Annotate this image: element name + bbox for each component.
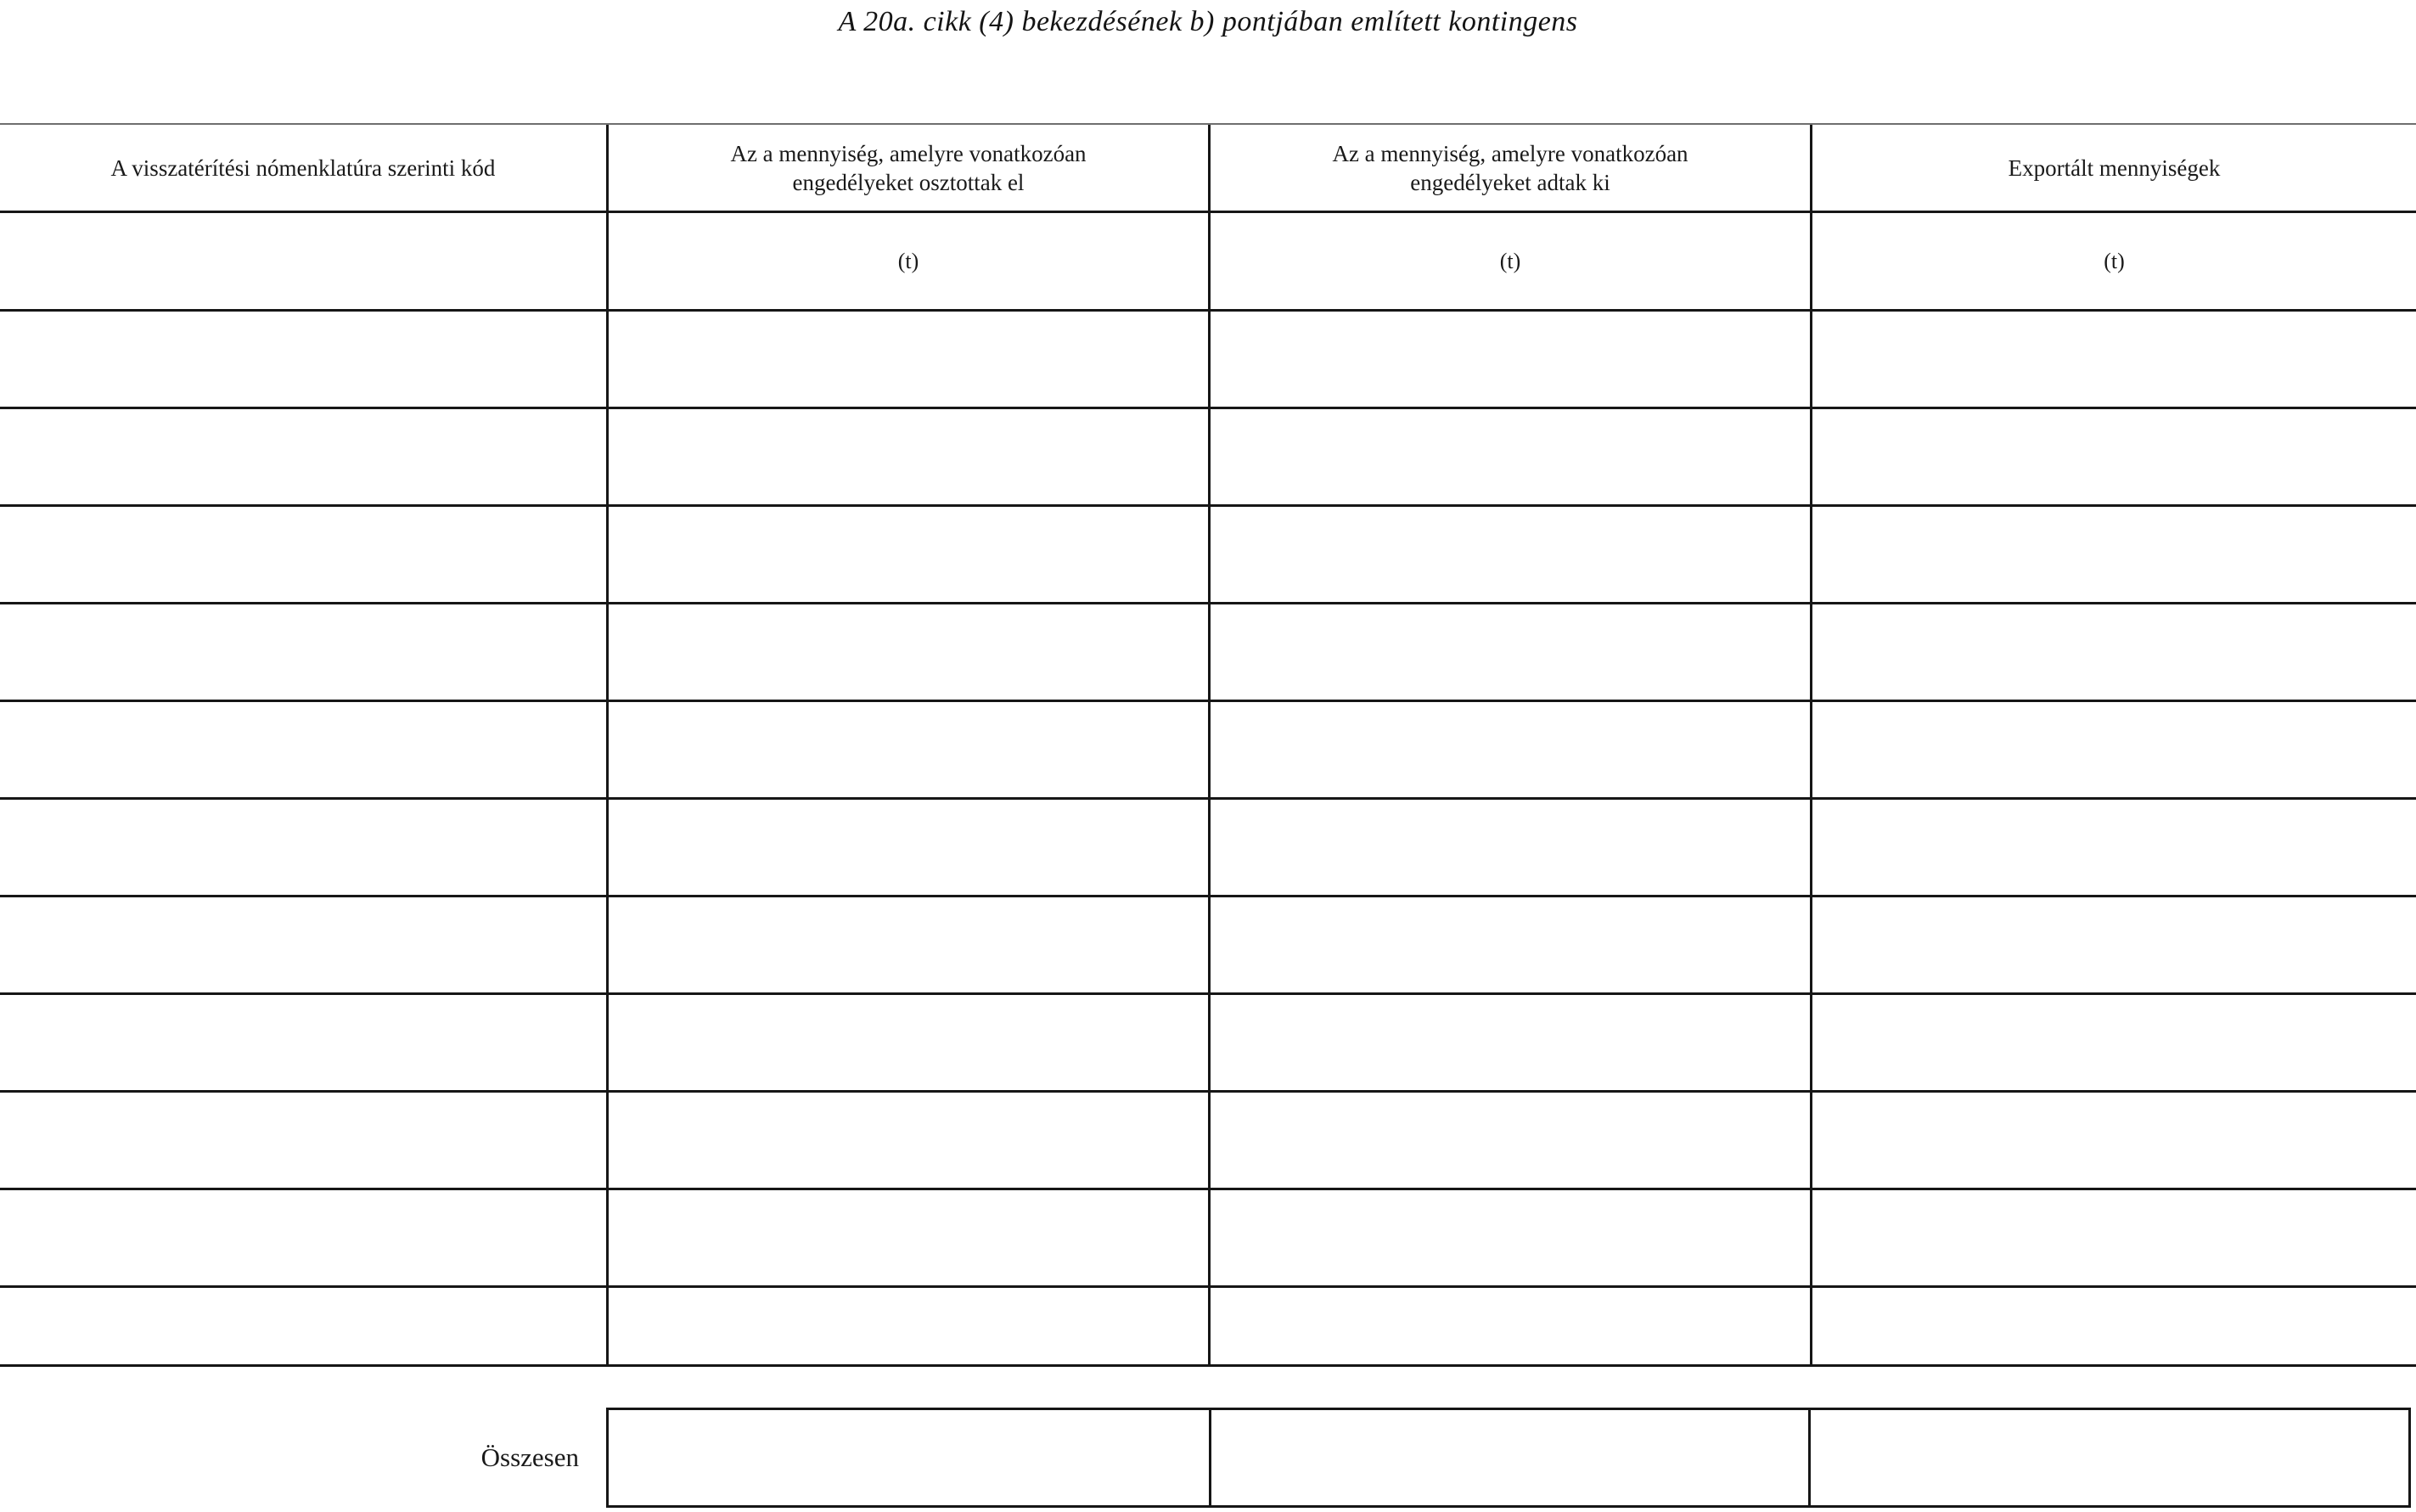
table-cell-code [0,800,606,895]
table-row [0,604,2416,702]
table-cell-allocated [606,1093,1208,1188]
document-title: A 20a. cikk (4) bekezdésének b) pontjában említett kontingens [838,6,1578,37]
table-cell-issued [1208,1288,1810,1364]
table-cell-allocated [606,409,1208,504]
table-cell-exported [1810,1190,2416,1285]
table-cell-issued [1208,897,1810,992]
table-cell-code [0,604,606,700]
unit-label: (t) [2104,248,2125,273]
table-cell-issued [1208,312,1810,407]
table-header-row [0,125,2416,213]
total-cell-issued [1209,1410,1809,1505]
table-cell-code [0,507,606,602]
table-cell-allocated [606,507,1208,602]
column-header-line: A visszatérítési nómenklatúra szerinti kód [110,155,496,181]
unit-cell-code [0,213,606,309]
table-cell-exported [1810,800,2416,895]
table-cell-allocated [606,1288,1208,1364]
column-header-line: engedélyeket adtak ki [1410,169,1610,195]
table-cell-issued [1208,995,1810,1090]
table-cell-allocated [606,995,1208,1090]
table-cell-exported [1810,507,2416,602]
table-cell-allocated [606,604,1208,700]
table-cell-code [0,312,606,407]
column-header-exported [1810,125,2416,211]
total-label: Összesen [480,1442,579,1472]
table-cell-code [0,1190,606,1285]
column-header-allocated [606,125,1208,211]
table-row [0,312,2416,409]
total-box [606,1408,2411,1508]
column-header-issued [1208,125,1810,211]
table-cell-code [0,1093,606,1188]
table-cell-issued [1208,1190,1810,1285]
column-header-line: Exportált mennyiségek [2008,155,2221,181]
table-body [0,312,2416,1367]
table-cell-issued [1208,507,1810,602]
table-cell-exported [1810,1093,2416,1188]
unit-cell-issued [1208,213,1810,309]
table-row [0,800,2416,897]
table-cell-code [0,1288,606,1364]
table-cell-issued [1208,409,1810,504]
unit-cell-exported [1810,213,2416,309]
table-cell-issued [1208,702,1810,797]
table-cell-issued [1208,800,1810,895]
table-cell-exported [1810,702,2416,797]
table-row [0,897,2416,995]
table-row [0,1093,2416,1190]
table-cell-exported [1810,1288,2416,1364]
column-header-line: Az a mennyiség, amelyre vonatkozóan [730,140,1087,166]
table-cell-issued [1208,1093,1810,1188]
table-row [0,995,2416,1093]
table-cell-allocated [606,312,1208,407]
column-header-code [0,125,606,211]
unit-label: (t) [897,248,919,273]
table-cell-allocated [606,702,1208,797]
table-cell-exported [1810,897,2416,992]
table-cell-code [0,702,606,797]
column-header-line: engedélyeket osztottak el [792,169,1025,195]
table-row [0,1288,2416,1367]
table-cell-exported [1810,995,2416,1090]
table-cell-exported [1810,312,2416,407]
unit-row [0,213,2416,312]
table-cell-exported [1810,409,2416,504]
table-row [0,702,2416,800]
table-cell-allocated [606,1190,1208,1285]
quota-table [0,123,2416,1367]
table-cell-allocated [606,897,1208,992]
unit-label: (t) [1499,248,1521,273]
table-cell-exported [1810,604,2416,700]
column-header-line: Az a mennyiség, amelyre vonatkozóan [1332,140,1688,166]
table-cell-code [0,409,606,504]
table-cell-code [0,995,606,1090]
table-cell-issued [1208,604,1810,700]
table-cell-allocated [606,800,1208,895]
table-row [0,507,2416,604]
unit-cell-allocated [606,213,1208,309]
table-row [0,409,2416,507]
total-cell-exported [1808,1410,2408,1505]
table-cell-code [0,897,606,992]
total-cell-allocated [609,1410,1209,1505]
table-row [0,1190,2416,1288]
